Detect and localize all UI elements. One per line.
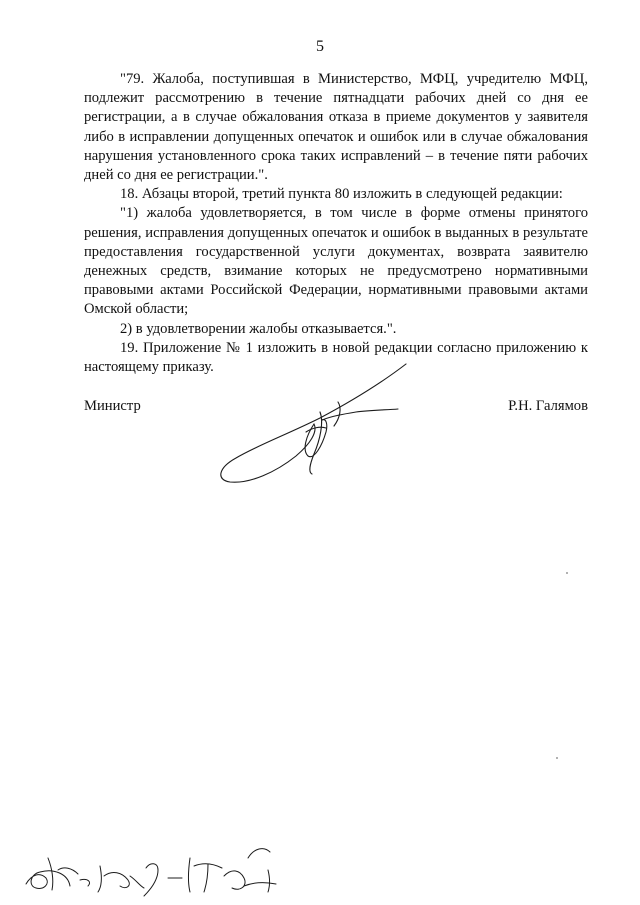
- page-number: 5: [316, 38, 324, 55]
- paragraph-subitem-2: 2) в удовлетворении жалобы отказывается.".: [120, 320, 397, 337]
- paragraph-item-79: "79. Жалоба, поступившая в Министерство, МФЦ, учредителю МФЦ, подлежит рассмотрению в течение пятнадцати рабочих дней со дня ее регистрации, а в случае обжалования отказа в приеме документов у заявителя либо в исправлении допущенных опечаток и ошибок или в случае обжалования нарушения установленного срока таких исправлений – в течение пяти рабочих дней со дня ее регистрации.".: [84, 71, 588, 184]
- scan-speck: [566, 572, 568, 574]
- paragraph-item-19: 19. Приложение № 1 изложить в новой редакции согласно приложению к настоящему приказу.: [84, 339, 588, 376]
- initials-signatures: [18, 828, 308, 900]
- paragraph-item-18: 18. Абзацы второй, третий пункта 80 изложить в следующей редакции:: [120, 186, 563, 203]
- signer-name: Р.Н. Галямов: [508, 398, 588, 414]
- document-body: [84, 70, 588, 377]
- signer-title: Министр: [84, 398, 141, 414]
- paragraph-subitem-1: "1) жалоба удовлетворяется, в том числе в форме отмены принятого решения, исправления допущенных опечаток и ошибок в выданных в результате предоставления государственной услуги документах, возврата заявителю денежных средств, взимание которых не предусмотрено нормативными правовыми актами Российской Федерации, нормативными правовыми актами Омской области;: [84, 205, 588, 318]
- scan-speck: [556, 757, 558, 759]
- handwritten-signature: [210, 362, 420, 487]
